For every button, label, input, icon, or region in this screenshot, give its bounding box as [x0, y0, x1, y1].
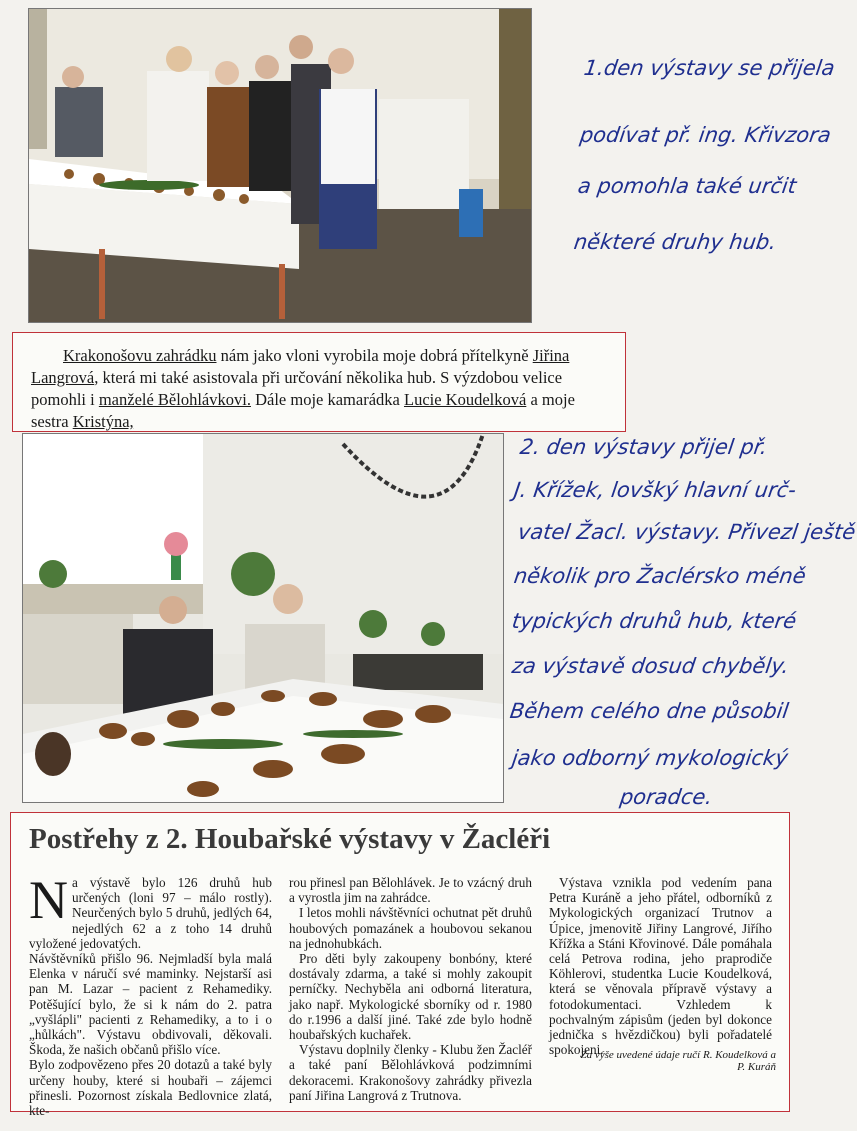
article-paragraph: I letos mohli návštěvníci ochutnat pět druhů houbových pomazánek a houbovou sekanou na jednohubkách. — [289, 905, 532, 951]
caption-part: Kristýna, — [72, 412, 134, 431]
note-line: typických druhů hub, které — [510, 609, 798, 633]
note-line: 1.den výstavy se přijela — [582, 56, 837, 80]
caption-box — [12, 332, 626, 432]
caption-part: Lucie Koudelková — [403, 390, 527, 409]
note-line: za výstavě dosud chyběly. — [510, 654, 791, 678]
note-line: vatel Žacl. výstavy. Přivezl ještě — [516, 520, 857, 544]
note-line: podívat př. ing. Křivzora — [578, 123, 833, 147]
article-paragraph: Pro děti byly zakoupeny bonbóny, které dostávaly zdarma, a také si mohly zakoupit perníčky. Nechyběla ani odborná literatura, jako např. Mykologické sborníky od r. 1980 do r.1996 a další jiné. Také zde bylo hodně houbařských kuchařek. — [289, 951, 532, 1043]
article-paragraph: Bylo zodpovězeno přes 20 dotazů a také byly určeny houby, které si houbaři – zájemci přinesli. Pozornost získala Bedlovnice zlatá, kte- — [29, 1057, 272, 1119]
article-paragraph: Výstavu doplnily členky - Klubu žen Žacléř a také paní Bělohlávková podzimními dekoracemi. Krakonošovy zahrádky přivezla paní Jiřina Langrová z Trutnova. — [289, 1042, 532, 1103]
article-paragraph: rou přinesl pan Bělohlávek. Je to vzácný druh a vyrostla jim na zahrádce. — [289, 875, 532, 906]
note-line: poradce. — [618, 785, 714, 809]
caption-part: nám jako vloni vyrobila moje dobrá přítelkyně — [216, 346, 533, 365]
photo-mycology-table — [22, 433, 504, 803]
drop-cap: N — [29, 870, 68, 930]
article-text: a výstavě bylo 126 druhů hub určených (loni 97 – málo rostly). Neurčených bylo 5 druhů, jedlých 64, nejedlých 62 a z toho 14 druhů vyložené jedovatých. — [29, 875, 272, 951]
caption-part: , která mi také asistovala při určování několika hub. S výzdobou velice pomohli i — [31, 368, 563, 409]
caption-part: Jiřina Langrová — [31, 346, 570, 387]
article-column-2 — [289, 875, 532, 1103]
note-line: některé druhy hub. — [572, 230, 778, 254]
article-paragraph — [29, 870, 272, 951]
note-line: několik pro Žaclérsko méně — [512, 564, 808, 588]
article-column-1 — [29, 870, 272, 1119]
note-line: jako odborný mykologický — [510, 746, 790, 770]
caption-part: a moje sestra — [31, 390, 575, 431]
article-credit: Za výše uvedené údaje ručí R. Koudelková a P. Kuráň — [580, 1049, 776, 1073]
article-column-3 — [549, 875, 772, 1057]
article-box — [10, 812, 790, 1119]
article-paragraph: Výstava vznikla pod vedením pana Petra Kuráně a jeho přátel, odborníků z Mykologických organizací Trutnov a Úpice, jmenovitě Jiřiny Langrové, Jiřího Křížka a Stáni Křovinové. Dále pomáhala celá Petrova rodina, jeho praprodiče Köhlerovi, studentka Lucie Koudelková, která se věnovala přípravě výstavy a fotodokumentaci. Vzhledem k pochvalným zápisům (jeden byl dokonce jednička s hvězdičkou) byli pořadatelé spokojeni. — [549, 875, 772, 1058]
photo-exhibition-group — [28, 8, 532, 323]
article-paragraph: Návštěvníků přišlo 96. Nejmladší byla malá Elenka v náručí své maminky. Nejstarší asi pan M. Lazar – pacient z Rehamediky. Potěšující bylo, že si k nám do 2. patra „vyšlápli" pacienti z Rehamediky, a to i o „hůlkách". Výstavu obdivovali, děkovali. Škoda, že našich občanů přišlo více. — [29, 951, 272, 1058]
caption-part: Krakonošovu zahrádku — [63, 346, 217, 365]
note-line: J. Křížek, lovšký hlavní urč- — [512, 478, 798, 502]
caption-part: manželé Bělohlávkovi. — [98, 390, 251, 409]
note-line: 2. den výstavy přijel př. — [518, 435, 769, 459]
note-line: Během celého dne působil — [508, 699, 791, 723]
caption-text — [31, 345, 611, 433]
caption-part: Dále moje kamarádka — [250, 390, 404, 409]
note-line: a pomohla také určit — [576, 174, 798, 198]
article-title: Postřehy z 2. Houbařské výstavy v Žacléři — [29, 823, 551, 855]
